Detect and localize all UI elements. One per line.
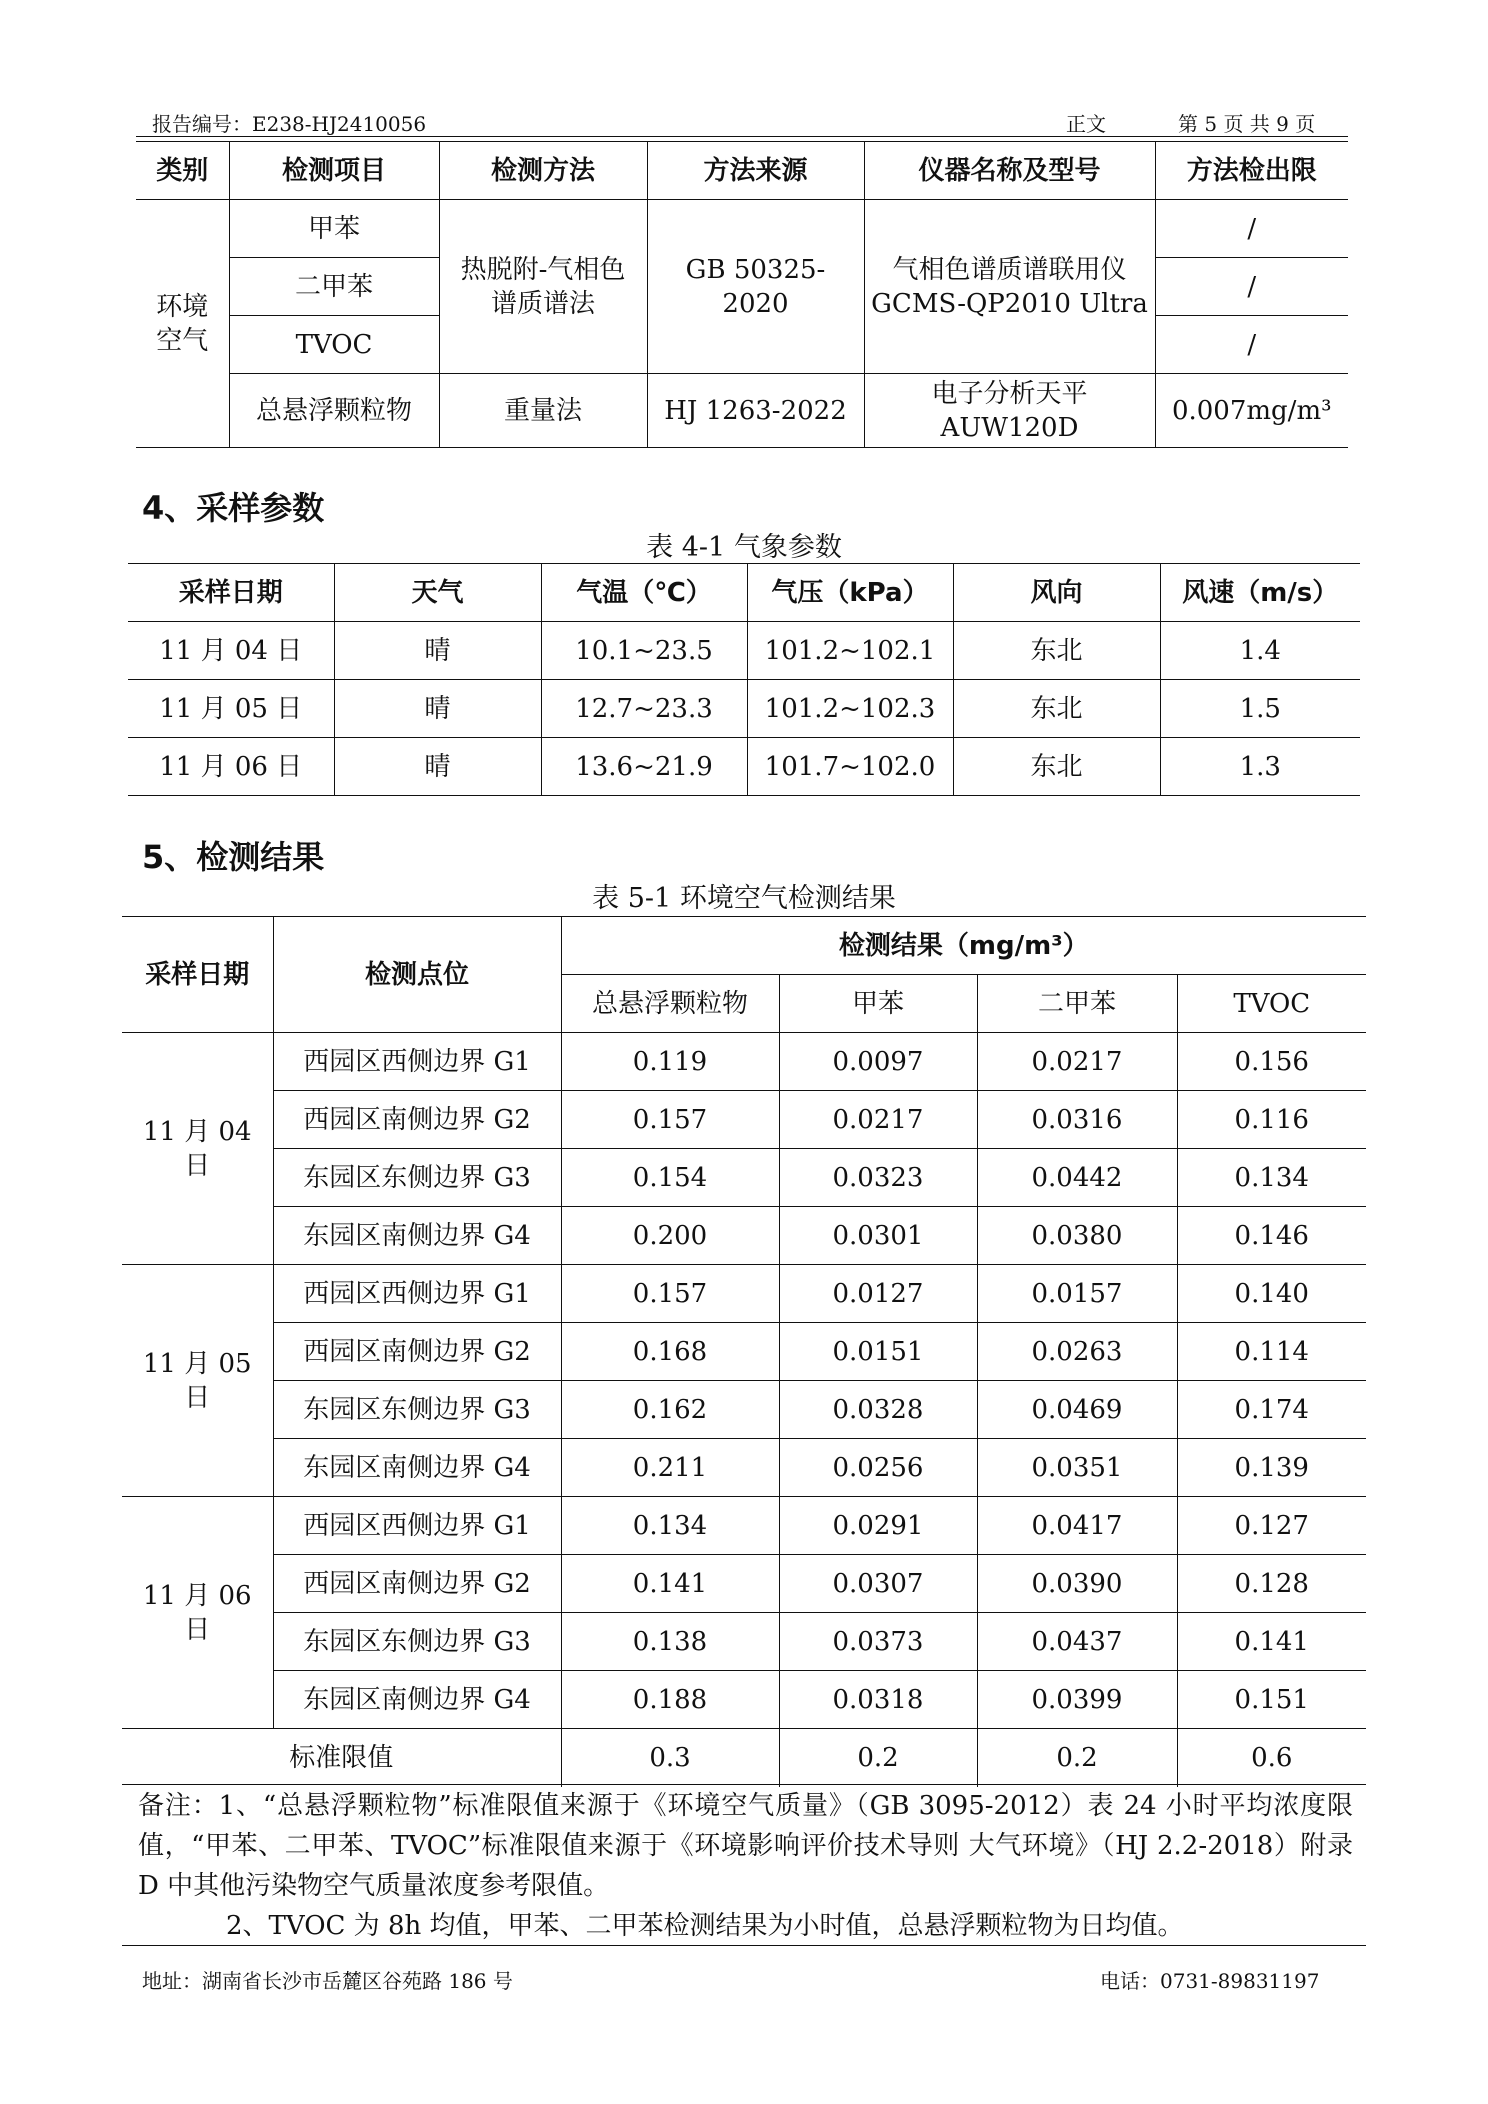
tsp-value: 0.157	[561, 1265, 779, 1323]
xylene-value: 0.0417	[977, 1497, 1177, 1555]
xylene-value: 0.0437	[977, 1613, 1177, 1671]
weather-header: 风速（m/s）	[1160, 564, 1360, 622]
wind-speed-value: 1.3	[1160, 738, 1360, 796]
sampling-date: 11 月 05 日	[128, 680, 334, 738]
tvoc-value: 0.174	[1177, 1381, 1366, 1439]
category-cell: 环境空气	[136, 200, 229, 448]
weather-table	[128, 563, 1360, 796]
header-site: 检测点位	[273, 917, 561, 1033]
weather-header: 气压（kPa）	[747, 564, 953, 622]
table-row	[128, 738, 1360, 796]
limit-cell: /	[1155, 200, 1348, 258]
tvoc-value: 0.114	[1177, 1323, 1366, 1381]
toluene-value: 0.0373	[779, 1613, 977, 1671]
notes-bottom-rule	[122, 1945, 1366, 1946]
report-number: 报告编号：E238-HJ2410056	[152, 112, 427, 136]
instrument-cell: 气相色谱质谱联用仪 GCMS-QP2010 Ultra	[864, 200, 1155, 374]
note-2: 2、TVOC 为 8h 均值，甲苯、二甲苯检测结果为小时值，总悬浮颗粒物为日均值。	[226, 1911, 1184, 1941]
tvoc-value: 0.140	[1177, 1265, 1366, 1323]
footer-phone: 电话：0731-89831197	[1100, 1969, 1320, 1993]
toluene-value: 0.0151	[779, 1323, 977, 1381]
weather-header: 天气	[334, 564, 541, 622]
table-row	[122, 1613, 1366, 1671]
table-row	[122, 1671, 1366, 1729]
tvoc-value: 0.139	[1177, 1439, 1366, 1497]
group-date: 11 月 06 日	[122, 1497, 273, 1729]
pressure-value: 101.2~102.3	[747, 680, 953, 738]
table-row	[122, 1497, 1366, 1555]
tsp-value: 0.154	[561, 1149, 779, 1207]
tsp-limit: 0.3	[561, 1729, 779, 1787]
site-cell: 西园区南侧边界 G2	[273, 1323, 561, 1381]
header-limit: 方法检出限	[1155, 142, 1348, 200]
xylene-value: 0.0217	[977, 1033, 1177, 1091]
xylene-value: 0.0316	[977, 1091, 1177, 1149]
site-cell: 西园区南侧边界 G2	[273, 1555, 561, 1613]
tvoc-value: 0.127	[1177, 1497, 1366, 1555]
weather-header: 采样日期	[128, 564, 334, 622]
table-row	[122, 1091, 1366, 1149]
subheader-tsp: 总悬浮颗粒物	[561, 975, 779, 1033]
header-rule	[136, 136, 1348, 137]
item-cell: 总悬浮颗粒物	[229, 374, 439, 448]
site-cell: 西园区西侧边界 G1	[273, 1265, 561, 1323]
header-source: 方法来源	[647, 142, 864, 200]
section4-title: 4、采样参数	[142, 489, 325, 527]
xylene-value: 0.0399	[977, 1671, 1177, 1729]
xylene-value: 0.0351	[977, 1439, 1177, 1497]
site-cell: 东园区南侧边界 G4	[273, 1207, 561, 1265]
weather-value: 晴	[334, 680, 541, 738]
site-cell: 西园区西侧边界 G1	[273, 1497, 561, 1555]
sampling-date: 11 月 06 日	[128, 738, 334, 796]
toluene-value: 0.0318	[779, 1671, 977, 1729]
section-label: 正文	[1066, 112, 1106, 136]
tvoc-limit: 0.6	[1177, 1729, 1366, 1787]
group-date: 11 月 04 日	[122, 1033, 273, 1265]
tsp-value: 0.134	[561, 1497, 779, 1555]
tsp-value: 0.168	[561, 1323, 779, 1381]
tvoc-value: 0.156	[1177, 1033, 1366, 1091]
table-row	[122, 1033, 1366, 1091]
tsp-value: 0.211	[561, 1439, 779, 1497]
header-method: 检测方法	[439, 142, 647, 200]
pressure-value: 101.2~102.1	[747, 622, 953, 680]
table-row	[122, 1207, 1366, 1265]
tvoc-value: 0.141	[1177, 1613, 1366, 1671]
toluene-limit: 0.2	[779, 1729, 977, 1787]
header-instrument: 仪器名称及型号	[864, 142, 1155, 200]
wind-direction-value: 东北	[953, 738, 1160, 796]
xylene-value: 0.0263	[977, 1323, 1177, 1381]
header-sampling-date: 采样日期	[122, 917, 273, 1033]
toluene-value: 0.0217	[779, 1091, 977, 1149]
xylene-value: 0.0390	[977, 1555, 1177, 1613]
page-indicator: 第 5 页 共 9 页	[1178, 112, 1316, 136]
tsp-value: 0.141	[561, 1555, 779, 1613]
toluene-value: 0.0301	[779, 1207, 977, 1265]
toluene-value: 0.0097	[779, 1033, 977, 1091]
method-cell: 重量法	[439, 374, 647, 448]
item-cell: TVOC	[229, 316, 439, 374]
limit-cell: /	[1155, 316, 1348, 374]
item-cell: 甲苯	[229, 200, 439, 258]
tsp-value: 0.119	[561, 1033, 779, 1091]
table4-caption: 表 4-1 气象参数	[646, 532, 842, 563]
site-cell: 东园区南侧边界 G4	[273, 1439, 561, 1497]
limit-cell: 0.007mg/m³	[1155, 374, 1348, 448]
site-cell: 东园区东侧边界 G3	[273, 1613, 561, 1671]
site-cell: 西园区南侧边界 G2	[273, 1091, 561, 1149]
site-cell: 东园区南侧边界 G4	[273, 1671, 561, 1729]
wind-speed-value: 1.5	[1160, 680, 1360, 738]
limit-cell: /	[1155, 258, 1348, 316]
tsp-value: 0.200	[561, 1207, 779, 1265]
wind-direction-value: 东北	[953, 680, 1160, 738]
weather-value: 晴	[334, 738, 541, 796]
limits-row	[122, 1729, 1366, 1787]
tvoc-value: 0.151	[1177, 1671, 1366, 1729]
toluene-value: 0.0127	[779, 1265, 977, 1323]
xylene-limit: 0.2	[977, 1729, 1177, 1787]
method-cell: 热脱附-气相色谱质谱法	[439, 200, 647, 374]
note-1: 备注：1、“总悬浮颗粒物”标准限值来源于《环境空气质量》（GB 3095-2012）表 24 小时平均浓度限值，“甲苯、二甲苯、TVOC”标准限值来源于《环境影响评价技术导则 大气环境》（HJ 2.2-2018）附录 D 中其他污染物空气质量浓度参考限值。	[138, 1791, 1353, 1901]
table-row	[122, 1265, 1366, 1323]
temperature-value: 13.6~21.9	[541, 738, 747, 796]
results-table	[122, 916, 1366, 1787]
table-row	[122, 1555, 1366, 1613]
tvoc-value: 0.146	[1177, 1207, 1366, 1265]
wind-speed-value: 1.4	[1160, 622, 1360, 680]
wind-direction-value: 东北	[953, 622, 1160, 680]
pressure-value: 101.7~102.0	[747, 738, 953, 796]
item-cell: 二甲苯	[229, 258, 439, 316]
notes-top-rule	[122, 1784, 1366, 1785]
subheader-tvoc: TVOC	[1177, 975, 1366, 1033]
table-row	[122, 1323, 1366, 1381]
xylene-value: 0.0157	[977, 1265, 1177, 1323]
tsp-value: 0.157	[561, 1091, 779, 1149]
weather-value: 晴	[334, 622, 541, 680]
limit-label: 标准限值	[122, 1729, 561, 1787]
weather-header: 气温（℃）	[541, 564, 747, 622]
tsp-value: 0.162	[561, 1381, 779, 1439]
toluene-value: 0.0291	[779, 1497, 977, 1555]
xylene-value: 0.0469	[977, 1381, 1177, 1439]
temperature-value: 12.7~23.3	[541, 680, 747, 738]
weather-header: 风向	[953, 564, 1160, 622]
tsp-value: 0.188	[561, 1671, 779, 1729]
toluene-value: 0.0307	[779, 1555, 977, 1613]
sampling-date: 11 月 04 日	[128, 622, 334, 680]
methods-table	[136, 141, 1348, 448]
table-row	[122, 1149, 1366, 1207]
section5-title: 5、检测结果	[142, 838, 325, 876]
header-category: 类别	[136, 142, 229, 200]
group-date: 11 月 05 日	[122, 1265, 273, 1497]
table-row	[128, 622, 1360, 680]
table-row	[128, 680, 1360, 738]
tvoc-value: 0.128	[1177, 1555, 1366, 1613]
tsp-value: 0.138	[561, 1613, 779, 1671]
site-cell: 东园区东侧边界 G3	[273, 1381, 561, 1439]
footer-address: 地址：湖南省长沙市岳麓区谷苑路 186 号	[142, 1969, 513, 1993]
subheader-xylene: 二甲苯	[977, 975, 1177, 1033]
xylene-value: 0.0380	[977, 1207, 1177, 1265]
source-cell: GB 50325-2020	[647, 200, 864, 374]
toluene-value: 0.0323	[779, 1149, 977, 1207]
instrument-cell: 电子分析天平 AUW120D	[864, 374, 1155, 448]
site-cell: 西园区西侧边界 G1	[273, 1033, 561, 1091]
xylene-value: 0.0442	[977, 1149, 1177, 1207]
toluene-value: 0.0256	[779, 1439, 977, 1497]
header-item: 检测项目	[229, 142, 439, 200]
table-row	[122, 1439, 1366, 1497]
tvoc-value: 0.134	[1177, 1149, 1366, 1207]
table-row	[122, 1381, 1366, 1439]
source-cell: HJ 1263-2022	[647, 374, 864, 448]
tvoc-value: 0.116	[1177, 1091, 1366, 1149]
temperature-value: 10.1~23.5	[541, 622, 747, 680]
header-results: 检测结果（mg/m³）	[561, 917, 1366, 975]
subheader-toluene: 甲苯	[779, 975, 977, 1033]
site-cell: 东园区东侧边界 G3	[273, 1149, 561, 1207]
table5-caption: 表 5-1 环境空气检测结果	[592, 883, 896, 914]
toluene-value: 0.0328	[779, 1381, 977, 1439]
